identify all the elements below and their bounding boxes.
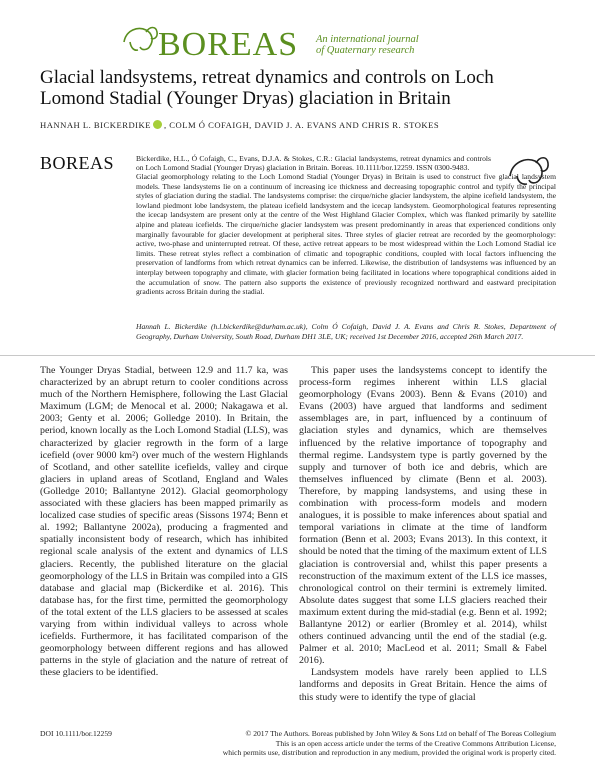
body-paragraph: This paper uses the landsystems concept to identify the process-form regimes inherent within LLS glacial geomorphology (Evans 2003). Benn & Evans (2010) and Evans (2003) have argued that landforms and sediment assemblages are, in part, influenced by a continuum of glaciation styles and dynamics, which are themselves influenced by the relative importance of topography and thermal regime. Landsystem type is partly governed by the supply and turnover of both ice and debris, which are themselves influenced by climate (Benn et al. 2003). Therefore, by mapping landsystems, and using these in combination with process-form models and modern analogues, it is possible to make inferences about spatial and temporal variations in climate at the time of landform formation (Benn et al. 2003; Evans 2013). In this context, it should be noted that the timing of the maximum extent of LLS glaciation is controversial and, whilst this paper presents a reconstruction of the maximum extent of the LLS ice masses, chronological control on their termini is extremely limited. Absolute dates suggest that some LLS glaciers reached their maximum extent during the mid-stadial (e.g. Benn et al. 1992; Ballantyne 2012) or earlier (Bromley et al. 2014), whilst others continued advancing until the end of the stadial (e.g. Palmer et al. 2010; MacLeod et al. 2011; Small & Fabel 2016). — [299, 365, 547, 667]
journal-tagline-line1: An international journal — [316, 34, 419, 45]
license-line: This is an open access article under the terms of the Creative Commons Attribution License, — [275, 738, 556, 748]
doi-link[interactable]: DOI 10.1111/bor.12259 — [40, 729, 112, 738]
journal-tagline — [316, 34, 419, 56]
license-line: which permits use, distribution and reproduction in any medium, provided the original work is properly cited. — [222, 748, 556, 758]
license-line: © 2017 The Authors. Boreas published by John Wiley & Sons Ltd on behalf of The Boreas Collegium — [245, 729, 556, 738]
side-journal-logo: BOREAS — [40, 153, 115, 173]
mammoth-logo-icon — [120, 20, 160, 54]
body-paragraph: The Younger Dryas Stadial, between 12.9 and 11.7 ka, was characterized by an abrupt return to cooler conditions across much of the Northern Hemisphere, following the Last Glacial Maximum (LGM; de Menocal et al. 2000; Nakagawa et al. 2003; Genty et al. 2006; Golledge 2010). In Britain, the period, known locally as the Loch Lomond Stadial (LLS), was characterized by glacier regrowth in the form of a large icefield (over 9000 km²) over much of the western Highlands of Scotland, and other satellite icefields, valley and cirque glaciers in upland areas of Scotland, England and Wales (Golledge 2010; Ballantyne 2012). Glacial geomorphology associated with these glaciers has been mapped primarily as localized case studies of specific areas (Sissons 1974; Benn et al. 1992; Ballantyne 2002a), producing a fragmented and spatially inconsistent body of research, which has inhibited regional scale analysis of the extent and dynamics of LLS glaciers. Recently, the published literature on the glacial geomorphology of the LLS in Britain was compiled into a GIS database and glacial map (Bickerdike et al. 2016). This database has, for the first time, permitted the geomorphology of the total extent of the LLS glaciers to be assessed at scales varying from within individual valleys to across whole icefields. Furthermore, it has facilitated comparison of the geomorphology between different regions and has allowed patterns in the style of glaciation and the nature of retreat of these glaciers to be identified. — [40, 365, 288, 679]
abstract: Glacial geomorphology relating to the Loch Lomond Stadial (Younger Dryas) in Britain is used to construct five glacial landsystem models. These landsystems lie on a continuum of increasing ice thickness and decreasing topographic control and typify the principal styles of glaciation during the stadial. The landsystems comprise: the cirque/niche glacier landsystem, the alpine icefield landsystem, the lowland piedmont lobe landsystem, the plateau icefield landsystem and the icecap landsystem. Geomorphological features representing the icecap landsystem are present only at the centre of the West Highland Glacier Complex, which was flanked primarily by satellite alpine and plateau icefields. The cirque/niche glacier landsystem was present predominantly in areas that experienced conditions only marginally favourable for glacier development at peripheral sites. Three styles of glacier retreat are recorded by the geomorphology: active, two-phase and uninterrupted retreat. Of these, active retreat appears to be most widespread within the Loch Lomond Stadial ice limits. These retreat styles reflect a combination of climatic and topographic conditions, coupled with local factors influencing the preservation of landforms from which retreat dynamics can be inferred. Likewise, the distribution of landsystems was influenced by an interplay between topography and climate, with glacier formation being facilitated in locations where topographical conditions aided in the accumulation of snow. The pattern also supports the existence of previously recognized northward and eastward precipitation gradients across Britain during the stadial. — [136, 172, 556, 297]
article-title: Glacial landsystems, retreat dynamics and controls on Loch Lomond Stadial (Younger Dryas) glaciation in Britain — [40, 67, 494, 109]
divider — [0, 355, 595, 356]
body-paragraph: Landsystem models have rarely been applied to LLS landforms and deposits in Great Britain. Hence the aims of this study were to identify the type of glacial — [299, 667, 547, 703]
body-left-column — [40, 365, 288, 679]
license-notice — [190, 729, 556, 758]
journal-logo-text: BOREAS — [158, 26, 299, 63]
author-list — [40, 120, 439, 130]
first-author: HANNAH L. BICKERDIKE — [40, 120, 151, 130]
other-authors: , COLM Ó COFAIGH, DAVID J. A. EVANS AND CHRIS R. STOKES — [163, 120, 440, 130]
journal-tagline-line2: of Quaternary research — [316, 45, 415, 56]
author-affiliations: Hannah L. Bickerdike (h.l.bickerdike@durham.ac.uk), Colm Ó Cofaigh, David J. A. Evans and Chris R. Stokes, Department of Geography, Durham University, South Road, Durham DH1 3LE, UK; received 1st December 2016, accepted 26th March 2017. — [136, 322, 556, 341]
orcid-icon[interactable] — [153, 120, 162, 129]
body-right-column — [299, 365, 547, 704]
citation: Bickerdike, H.L., Ó Cofaigh, C., Evans, D.J.A. & Stokes, C.R.: Glacial landsystems, retreat dynamics and controls on Loch Lomond Stadial (Younger Dryas) glaciation in Britain. Boreas. 10.1111/bor.12259. ISSN 0300-9483. — [136, 154, 491, 173]
